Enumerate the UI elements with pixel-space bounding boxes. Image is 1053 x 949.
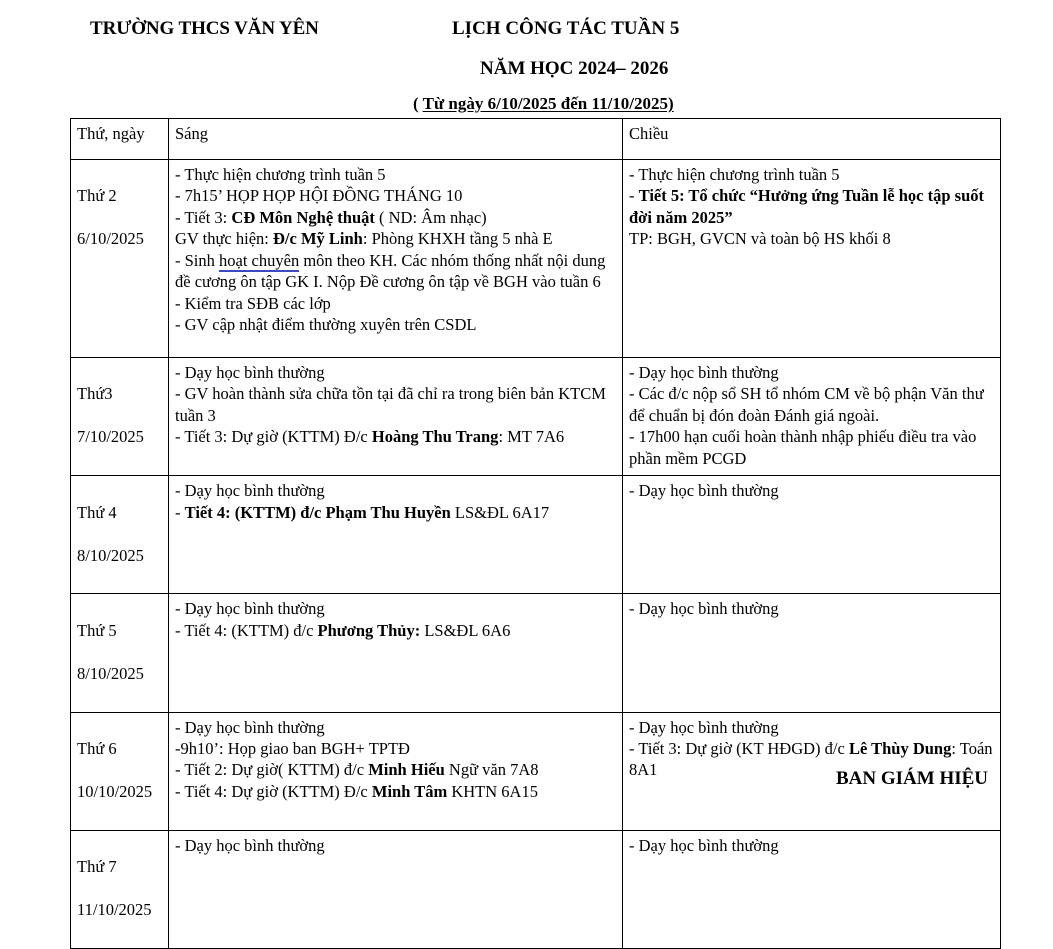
day-name: Thứ 7: [77, 857, 117, 877]
schedule-entry: - GV hoàn thành sửa chữa tồn tại đã chỉ ra trong biên bản KTCM tuần 3: [175, 384, 606, 425]
schedule-entry: - Các đ/c nộp sổ SH tổ nhóm CM về bộ phận Văn thư để chuẩn bị đón đoàn Đánh giá ngoài.: [629, 384, 984, 425]
day-date: 6/10/2025: [77, 229, 144, 249]
morning-cell: [169, 830, 623, 948]
schedule-entry: - Tiết 4: Dự giờ (KTTM) Đ/c Minh Tâm KHTN 6A15: [175, 781, 538, 801]
day-cell: [71, 712, 169, 830]
school-year: NĂM HỌC 2024– 2026: [480, 58, 669, 79]
day-cell: [71, 476, 169, 594]
morning-entries: [175, 164, 616, 336]
date-range: [413, 94, 674, 114]
afternoon-cell: [623, 594, 1001, 712]
afternoon-cell: [623, 830, 1001, 948]
day-date: 8/10/2025: [77, 545, 144, 565]
date-range-prefix: (: [413, 94, 423, 113]
day-cell: [71, 594, 169, 712]
afternoon-cell: [623, 358, 1001, 476]
schedule-entry: - Tiết 5: Tổ chức “Hưởng ứng Tuần lễ học tập suốt đời năm 2025”: [629, 186, 985, 227]
schedule-entry: - Tiết 2: Dự giờ( KTTM) đ/c Minh Hiếu Ngữ văn 7A8: [175, 760, 539, 780]
day-date: 10/10/2025: [77, 781, 153, 801]
day-cell: [71, 358, 169, 476]
morning-entries: [175, 717, 616, 803]
schedule-entry: - GV cập nhật điểm thường xuyên trên CSDL: [175, 315, 477, 335]
afternoon-cell: [623, 476, 1001, 594]
day-date: 8/10/2025: [77, 663, 144, 683]
schedule-entry: - Dạy học bình thường: [629, 717, 779, 737]
date-range-value: Từ ngày 6/10/2025 đến 11/10/2025): [422, 94, 674, 113]
day-name: Thứ3: [77, 384, 113, 404]
schedule-entry: - 7h15’ HỌP HỌP HỘI ĐỒNG THÁNG 10: [175, 186, 463, 206]
table-header-row: [71, 119, 1001, 160]
schedule-entry: - Kiểm tra SĐB các lớp: [175, 293, 331, 313]
school-name: TRƯỜNG THCS VĂN YÊN: [90, 18, 319, 39]
afternoon-entries: [629, 835, 994, 856]
page-title: LỊCH CÔNG TÁC TUẦN 5: [452, 18, 680, 39]
day-name: Thứ 6: [77, 739, 117, 758]
day-date: 11/10/2025: [77, 900, 152, 920]
schedule-entry: - Sinh hoạt chuyên môn theo KH. Các nhóm thống nhất nội dung đề cương ôn tập GK I. Nộp Đề cương ôn tập về BGH vào tuần 6: [175, 250, 606, 292]
column-header-afternoon: Chiều: [623, 119, 1001, 160]
weekly-schedule-table: [70, 118, 1001, 949]
schedule-entry: - Dạy học bình thường: [629, 599, 779, 619]
header-top-line: [0, 18, 1053, 48]
day-name: Thứ 4: [77, 502, 117, 522]
morning-cell: [169, 712, 623, 830]
table-row: [71, 594, 1001, 712]
afternoon-entries: [629, 362, 994, 469]
morning-entries: [175, 480, 616, 523]
schedule-entry: - Dạy học bình thường: [175, 481, 325, 501]
schedule-entry: - Thực hiện chương trình tuần 5: [629, 165, 840, 184]
schedule-entry: - Tiết 3: Dự giờ (KTTM) Đ/c Hoàng Thu Trang: MT 7A6: [175, 427, 565, 447]
column-header-morning: Sáng: [169, 119, 623, 160]
table-row: [71, 476, 1001, 594]
day-name: Thứ 5: [77, 620, 117, 640]
day-cell: [71, 830, 169, 948]
schedule-entry: - Dạy học bình thường: [175, 599, 325, 619]
afternoon-entries: [629, 164, 994, 250]
morning-cell: [169, 594, 623, 712]
table-row: [71, 160, 1001, 358]
afternoon-entries: [629, 598, 994, 619]
schedule-entry: - Thực hiện chương trình tuần 5: [175, 165, 386, 184]
schedule-entry: - Tiết 4: (KTTM) đ/c Phương Thủy: LS&ĐL 6A6: [175, 620, 511, 640]
morning-entries: [175, 835, 616, 856]
document-header: [0, 18, 1053, 113]
afternoon-cell: [623, 160, 1001, 358]
schedule-entry: - Dạy học bình thường: [175, 835, 325, 855]
morning-cell: [169, 358, 623, 476]
column-header-day: Thứ, ngày: [71, 119, 169, 160]
schedule-entry: - Dạy học bình thường: [629, 363, 779, 382]
schedule-table-container: [70, 118, 1000, 949]
schedule-entry: - Dạy học bình thường: [629, 835, 779, 855]
schedule-entry: - Tiết 3: Dự giờ (KT HĐGD) đ/c Lê Thùy Dung: Toán 8A1: [629, 739, 993, 780]
schedule-entry: - Dạy học bình thường: [175, 717, 325, 737]
schedule-entry: -9h10’: Họp giao ban BGH+ TPTĐ: [175, 739, 410, 758]
day-date: 7/10/2025: [77, 427, 144, 447]
signature-block: BAN GIÁM HIỆU: [836, 768, 989, 789]
day-name: Thứ 2: [77, 186, 117, 206]
schedule-entry: - Tiết 3: CĐ Môn Nghệ thuật ( ND: Âm nhạc): [175, 207, 487, 227]
schedule-entry: TP: BGH, GVCN và toàn bộ HS khối 8: [629, 229, 891, 249]
table-row: [71, 358, 1001, 476]
schedule-entry: - Dạy học bình thường: [175, 363, 325, 382]
schedule-entry: - Dạy học bình thường: [629, 481, 779, 501]
afternoon-entries: [629, 480, 994, 501]
morning-entries: [175, 362, 616, 448]
schedule-entry: - Tiết 4: (KTTM) đ/c Phạm Thu Huyền LS&ĐL 6A17: [175, 502, 550, 522]
day-cell: [71, 160, 169, 358]
schedule-entry: GV thực hiện: Đ/c Mỹ Linh: Phòng KHXH tầng 5 nhà E: [175, 229, 553, 249]
schedule-body: [71, 160, 1001, 949]
schedule-entry: - 17h00 hạn cuối hoàn thành nhập phiếu điều tra vào phần mềm PCGD: [629, 427, 977, 468]
table-row: [71, 830, 1001, 948]
morning-cell: [169, 160, 623, 358]
morning-cell: [169, 476, 623, 594]
morning-entries: [175, 598, 616, 641]
